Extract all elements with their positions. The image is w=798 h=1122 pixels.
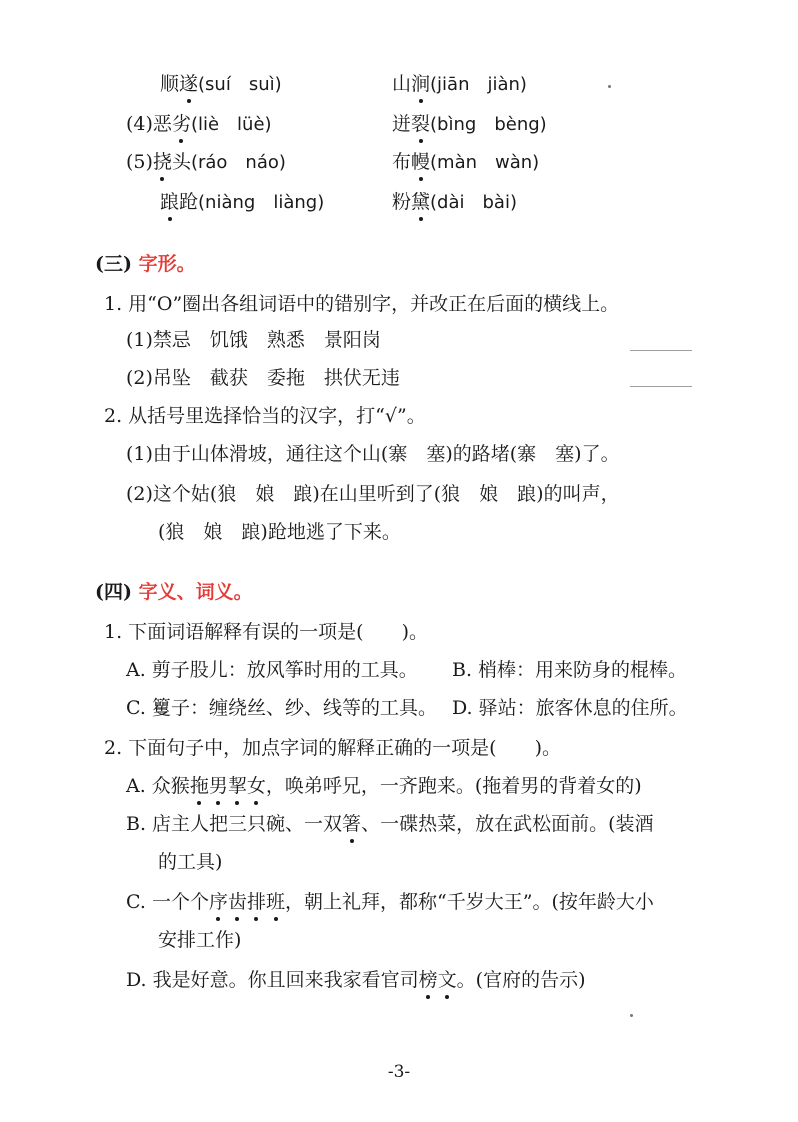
pinyin-item-shanjian: 山涧(jiān jiàn) — [392, 70, 527, 99]
sec4-question-2: 2. 下面句子中，加点字词的解释正确的一项是( )。 — [104, 737, 561, 759]
section-4-heading: (四) 字义、词义。 — [95, 581, 253, 603]
sec4-q1-option-d: D. 驿站：旅客休息的住所。 — [452, 697, 688, 719]
sec3-q2-item-2: (2)这个姑(狼 娘 踉)在山里听到了(狼 娘 踉)的叫声， — [126, 483, 620, 505]
page-number: -3- — [387, 1062, 411, 1082]
pinyin-item-elie: (4)恶劣(liè lüè) — [126, 110, 272, 139]
pinyin-item-fendai: 粉黛(dài bài) — [392, 188, 517, 217]
sec4-q2-option-b: B. 店主人把三只碗、一双箸、一碟热菜，放在武松面前。(装酒 — [126, 810, 653, 838]
section-3-heading: (三) 字形。 — [95, 253, 196, 275]
sec4-q1-option-a: A. 剪子股儿：放风筝时用的工具。 — [126, 659, 418, 681]
sec3-q1-group-1: (1)禁忌 饥饿 熟悉 景阳岗 — [126, 329, 381, 351]
sec4-q1-option-b: B. 梢棒：用来防身的棍棒。 — [452, 659, 688, 681]
sec4-question-1: 1. 下面词语解释有误的一项是( )。 — [104, 621, 428, 643]
scan-speck — [630, 1014, 633, 1017]
sec4-q2-option-b-cont: 的工具) — [158, 851, 223, 873]
sec3-question-1: 1. 用“O”圈出各组词语中的错别字，并改正在后面的横线上。 — [104, 293, 620, 315]
sec4-q2-option-c: C. 一个个序齿排班，朝上礼拜，都称“千岁大王”。(按年龄大小 — [126, 888, 654, 916]
sec4-q2-option-c-cont: 安排工作) — [158, 929, 242, 951]
sec3-q1-group-2: (2)吊坠 截获 委拖 拱伏无违 — [126, 367, 400, 389]
sec4-q2-option-d: D. 我是好意。你且回来我家看官司榜文。(官府的告示) — [126, 966, 586, 994]
scan-speck — [608, 85, 611, 88]
pinyin-item-naotou: (5)挠头(ráo náo) — [126, 148, 286, 177]
pinyin-item-buman: 布幔(màn wàn) — [392, 148, 539, 177]
pinyin-item-benglie: 迸裂(bìng bèng) — [392, 110, 547, 139]
pinyin-item-shunsui: 顺遂(suí suì) — [160, 70, 282, 99]
pinyin-item-liangqiang: 踉跄(niàng liàng) — [160, 188, 324, 217]
answer-blank-2[interactable] — [630, 386, 692, 387]
sec4-q2-option-a: A. 众猴拖男挈女，唤弟呼兄，一齐跑来。(拖着男的背着女的) — [126, 772, 642, 800]
answer-blank-1[interactable] — [630, 350, 692, 351]
sec3-q2-item-1: (1)由于山体滑坡，通往这个山(寨 塞)的路堵(寨 塞)了。 — [126, 443, 620, 465]
sec3-q2-item-2-cont: (狼 娘 踉)跄地逃了下来。 — [158, 521, 401, 543]
sec4-q1-option-c: C. 籰子：缠绕丝、纱、线等的工具。 — [126, 697, 437, 719]
sec3-question-2: 2. 从括号里选择恰当的汉字，打“√”。 — [104, 405, 426, 427]
